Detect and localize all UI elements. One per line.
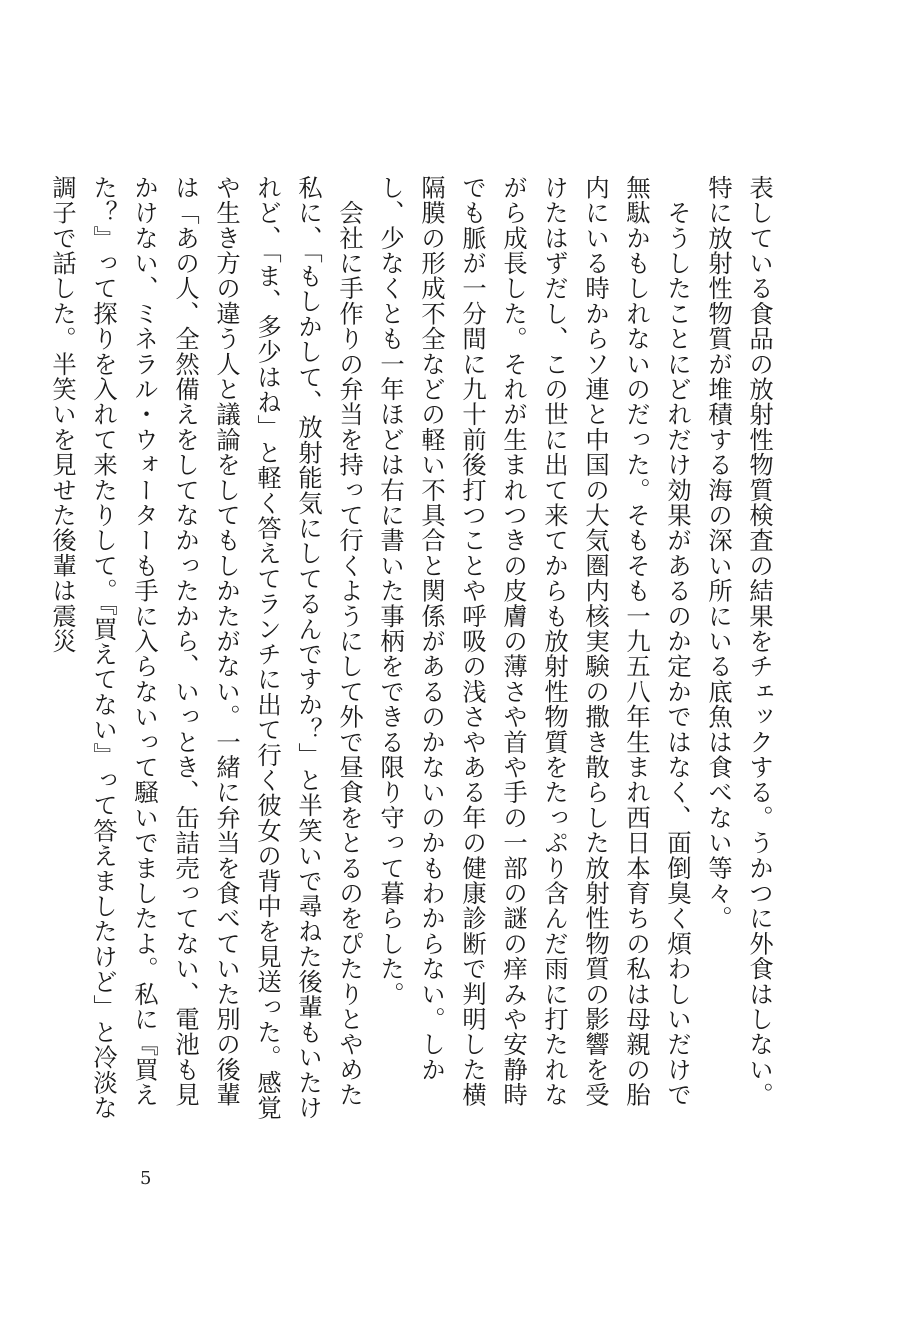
- vertical-text-body: [48, 175, 780, 1125]
- paragraph-1: 表している食品の放射性物質検査の結果をチェックする。うかつに外食はしない。特に放射性物質が堆積する海の深い所にいる底魚は食べない等々。: [704, 175, 774, 1108]
- paragraph-2: そうしたことにどれだけ効果があるのか定かではなく、面倒臭く煩わしいだけで無駄かもしれないのだった。そもそも一九五八年生まれ西日本育ちの私は母親の胎内にいる時からソ連と中国の大気圏内核実験の撒き散らした放射性物質の影響を受けたはずだし、この世に出て来てからも放射性物質をたっぷり含んだ雨に打たれながら成長した。それが生まれつきの皮膚の薄さや首や手の一部の謎の痒みや安静時でも脈が一分間に九十前後打つことや呼吸の浅さやある年の健康診断で判明した横隔膜の形成不全などの軽い不具合と関係があるのかないのかもわからない。しかし、少なくとも一年ほどは右に書いた事柄をできる限り守って暮らした。: [376, 175, 692, 1108]
- page-number: 5: [140, 1168, 152, 1189]
- paragraph-3: 会社に手作りの弁当を持って行くようにして外で昼食をとるのをぴたりとやめた私に、「もしかして、放射能気にしてるんですか？」と半笑いで尋ねた後輩もいたけれど、「ま、多少はね」と軽く答えてランチに出て行く彼女の背中を見送った。感覚や生き方の違う人と議論をしてもしかたがない。一緒に弁当を食べていた別の後輩は「あの人、全然備えをしてなかったから、いっとき、缶詰売ってない、電池も見かけない、ミネラル・ウォーターも手に入らないって騒いでましたよ。私に『買えた？』って探りを入れて来たりして。『買えてない』って答えましたけど」と冷淡な調子で話した。半笑いを見せた後輩は震災: [48, 175, 364, 1121]
